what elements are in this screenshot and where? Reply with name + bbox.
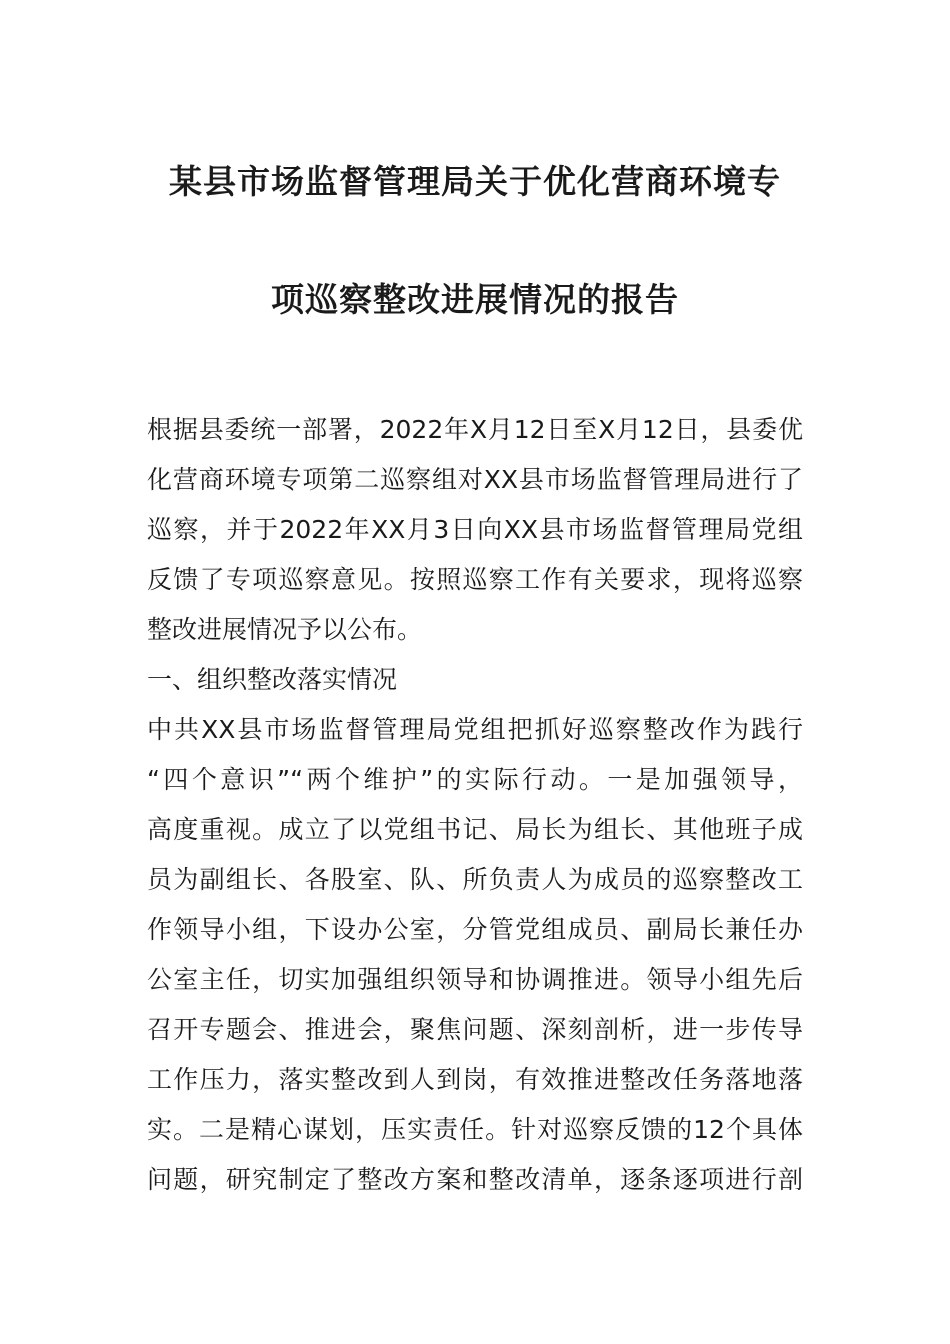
section-heading: 一、组织整改落实情况 bbox=[147, 665, 398, 694]
paragraph-line: 中共XX县市场监督管理局党组把抓好巡察整改作为践行 bbox=[147, 715, 803, 744]
paragraph-line: 问题，研究制定了整改方案和整改清单，逐条逐项进行剖 bbox=[147, 1165, 803, 1194]
paragraph-line: 作领导小组，下设办公室，分管党组成员、副局长兼任办 bbox=[147, 915, 803, 944]
paragraph-line: 员为副组长、各股室、队、所负责人为成员的巡察整改工 bbox=[147, 865, 803, 894]
paragraph-line: 公室主任，切实加强组织领导和协调推进。领导小组先后 bbox=[147, 965, 803, 994]
paragraph-line: 根据县委统一部署，2022年X月12日至X月12日，县委优 bbox=[147, 415, 803, 444]
paragraph-line: 实。二是精心谋划，压实责任。针对巡察反馈的12个具体 bbox=[147, 1115, 803, 1144]
paragraph-line: 反馈了专项巡察意见。按照巡察工作有关要求，现将巡察 bbox=[147, 565, 803, 594]
paragraph-line: “四个意识”“两个维护”的实际行动。一是加强领导， bbox=[147, 765, 803, 794]
paragraph-line: 高度重视。成立了以党组书记、局长为组长、其他班子成 bbox=[147, 815, 803, 844]
paragraph-line: 化营商环境专项第二巡察组对XX县市场监督管理局进行了 bbox=[147, 465, 803, 494]
paragraph-line: 召开专题会、推进会，聚焦问题、深刻剖析，进一步传导 bbox=[147, 1015, 803, 1044]
document-title-line-1: 某县市场监督管理局关于优化营商环境专 bbox=[169, 162, 781, 201]
document-title-line-2: 项巡察整改进展情况的报告 bbox=[271, 280, 679, 319]
paragraph-line: 整改进展情况予以公布。 bbox=[147, 615, 423, 644]
paragraph-line: 巡察，并于2022年XX月3日向XX县市场监督管理局党组 bbox=[147, 515, 803, 544]
paragraph-line: 工作压力，落实整改到人到岗，有效推进整改任务落地落 bbox=[147, 1065, 803, 1094]
